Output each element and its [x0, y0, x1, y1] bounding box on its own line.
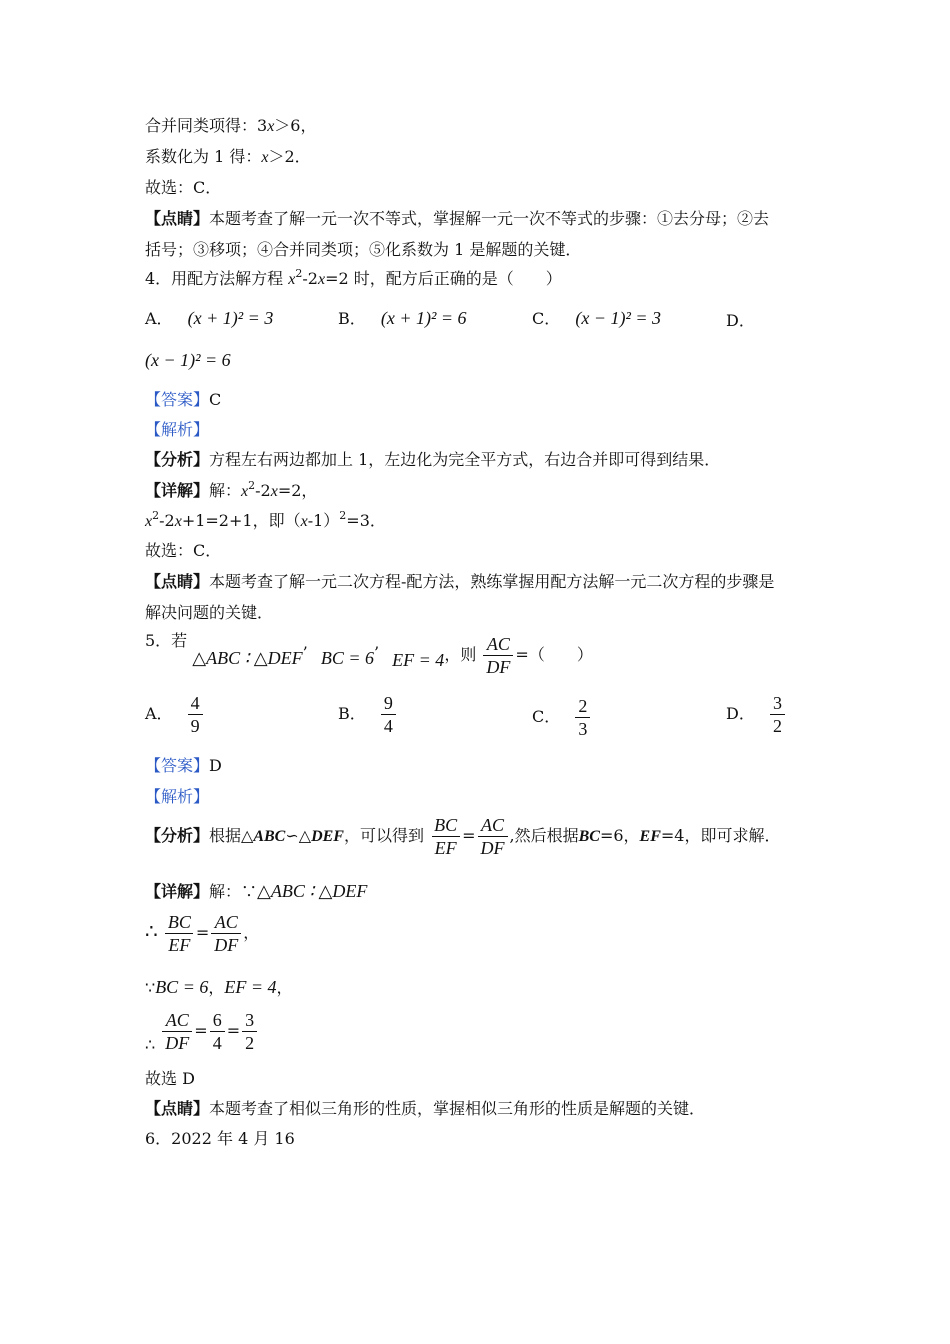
- analysis-tag: 【解析】: [145, 787, 210, 806]
- text: ’: [302, 643, 308, 662]
- text: -2: [302, 269, 318, 288]
- text: =（ ）: [515, 645, 593, 664]
- therefore-symbol: ∴: [145, 919, 158, 943]
- variable: x: [288, 271, 296, 288]
- text: ，可以得到: [343, 826, 424, 845]
- text-line: [145, 146, 311, 169]
- text: ＞6，: [274, 116, 317, 135]
- option-label: D．: [726, 704, 755, 723]
- variable: ABC: [253, 828, 286, 845]
- because-symbol: ∵: [145, 978, 156, 997]
- tag: 【详解】: [145, 882, 210, 901]
- denominator: EF: [165, 933, 193, 955]
- variable: DEF: [311, 828, 344, 845]
- result-step: [145, 1010, 259, 1054]
- equals: =: [462, 826, 476, 845]
- option-c: [532, 306, 661, 329]
- similar-expression: △ABC ∶ △DEF: [257, 881, 368, 901]
- tag: 【点睛】: [145, 572, 210, 591]
- denominator: DF: [162, 1031, 192, 1053]
- text: 4．用配方法解方程: [145, 269, 289, 288]
- xiangjie-line: [145, 880, 367, 903]
- fraction: [770, 693, 785, 736]
- text: 方程左右两边都加上 1，左边化为完全平方式，右边合并即可得到结果．: [209, 450, 721, 469]
- option-label: C．: [532, 309, 561, 328]
- answer-tag: 【答案】: [145, 390, 210, 409]
- dianjing-line: [145, 1098, 705, 1120]
- answer-value: D: [209, 756, 222, 775]
- option-expression: (x + 1)² = 3: [187, 308, 274, 328]
- text: =2，: [277, 481, 318, 500]
- text: =4，即可求解．: [660, 826, 781, 845]
- numerator: AC: [486, 634, 510, 654]
- option-label: B．: [338, 309, 366, 328]
- option-label: C．: [532, 707, 561, 726]
- text: ∽△: [285, 826, 312, 845]
- text: ＞2．: [268, 147, 311, 166]
- text: 5．若: [145, 631, 188, 650]
- variable: x: [300, 513, 308, 530]
- text: -2: [159, 511, 175, 530]
- superscript: 2: [295, 267, 303, 280]
- option-label: A．: [145, 309, 173, 328]
- numerator: BC: [167, 912, 191, 932]
- text: -1）: [307, 511, 340, 530]
- tag: 【点睛】: [145, 1099, 210, 1118]
- option-d-expression: [145, 350, 231, 371]
- fraction: [575, 696, 590, 739]
- denominator: 2: [242, 1031, 257, 1053]
- text: ,然后根据: [509, 826, 579, 845]
- similar-expression: △ABC ∶ △DEF: [192, 648, 303, 668]
- text: ’: [373, 643, 380, 662]
- variable: x: [270, 483, 278, 500]
- text: -2: [255, 481, 271, 500]
- fraction: [381, 693, 396, 736]
- tag: 【分析】: [145, 826, 210, 845]
- tag: 【详解】: [145, 481, 210, 500]
- xiangjie-line: [145, 480, 317, 503]
- numerator: 2: [578, 696, 588, 716]
- variable: x: [241, 483, 249, 500]
- text-line: 故选：C．: [145, 178, 222, 197]
- given-values-line: [145, 976, 293, 999]
- numerator: AC: [480, 815, 504, 835]
- text: ，: [243, 923, 260, 942]
- option-label: D．: [726, 311, 755, 330]
- superscript: 2: [248, 479, 256, 492]
- text: =2 时，配方后正确的是（ ）: [325, 269, 562, 288]
- math-expression: BC = 6: [155, 977, 209, 997]
- fraction: [188, 693, 203, 736]
- proportion-step: [145, 912, 259, 955]
- option-expression: (x − 1)² = 6: [145, 350, 231, 370]
- option-expression: (x − 1)² = 3: [575, 308, 662, 328]
- numerator: 6: [212, 1010, 222, 1030]
- denominator: EF: [432, 836, 460, 858]
- numerator: 3: [245, 1010, 255, 1030]
- numerator: BC: [434, 815, 458, 835]
- text: 系数化为 1 得：: [145, 147, 262, 166]
- option-expression: (x + 1)² = 6: [380, 308, 467, 328]
- fraction: [242, 1010, 257, 1053]
- option-label: B．: [338, 704, 366, 723]
- math-expression: EF = 4: [392, 650, 445, 670]
- tag: 【分析】: [145, 450, 210, 469]
- text: 本题考查了相似三角形的性质，掌握相似三角形的性质是解题的关键．: [209, 1099, 706, 1118]
- analysis-tag: 【解析】: [145, 420, 210, 439]
- text-line: 解决问题的关键．: [145, 603, 274, 622]
- text: 根据△: [209, 826, 254, 845]
- step-line: [145, 510, 386, 533]
- fraction: [211, 912, 241, 955]
- question-6-stem: 6．2022 年 4 月 16: [145, 1129, 295, 1148]
- variable: EF: [639, 828, 661, 845]
- equals: =: [195, 923, 210, 942]
- text: ，则: [444, 645, 477, 664]
- option-label: A．: [145, 704, 173, 723]
- denominator: 4: [210, 1031, 225, 1053]
- text: ，: [208, 978, 225, 997]
- fraction: [165, 912, 194, 955]
- denominator: 3: [575, 717, 590, 739]
- superscript: 2: [339, 509, 347, 522]
- denominator: 9: [188, 714, 203, 736]
- dianjing-line: [145, 571, 774, 593]
- fraction: [162, 1010, 192, 1053]
- answer-value: C: [209, 390, 222, 409]
- option-a: [145, 306, 273, 329]
- text: =6，: [599, 826, 640, 845]
- superscript: 2: [152, 509, 160, 522]
- question-5-stem: [145, 628, 593, 677]
- question-4-stem: [145, 268, 562, 291]
- text: ，: [276, 978, 293, 997]
- denominator: DF: [483, 655, 513, 677]
- text: 解：∵: [209, 882, 258, 901]
- text-line: 故选 D: [145, 1069, 195, 1088]
- denominator: DF: [478, 836, 508, 858]
- answer-line: [145, 389, 221, 411]
- variable: x: [174, 513, 182, 530]
- math-expression: EF = 4: [224, 977, 277, 997]
- fraction: [478, 815, 508, 858]
- numerator: 4: [190, 693, 200, 713]
- answer-tag: 【答案】: [145, 756, 210, 775]
- text: 合并同类项得：3: [145, 116, 268, 135]
- text: 解：: [209, 481, 242, 500]
- fenxi-line: [145, 815, 780, 858]
- denominator: 4: [381, 714, 396, 736]
- equals: =: [226, 1021, 241, 1040]
- option-b: [338, 306, 467, 329]
- text: 本题考查了解一元一次不等式，掌握解一元一次不等式的步骤：①去分母；②去: [209, 209, 770, 228]
- variable: x: [145, 513, 153, 530]
- numerator: AC: [165, 1010, 189, 1030]
- therefore-symbol: ∴: [145, 1035, 156, 1054]
- text: +1=2+1，即（: [181, 511, 301, 530]
- numerator: 3: [772, 693, 782, 713]
- text-line: 括号；③移项；④合并同类项；⑤化系数为 1 是解题的关键．: [145, 240, 582, 259]
- equals: =: [194, 1021, 208, 1040]
- tag: 【点睛】: [145, 209, 210, 228]
- dianjing-line: [145, 208, 769, 230]
- option-c: [532, 696, 592, 739]
- option-a: [145, 693, 205, 736]
- fraction: [210, 1010, 225, 1053]
- denominator: DF: [211, 933, 241, 955]
- variable: x: [261, 149, 269, 166]
- option-d: [726, 693, 787, 736]
- option-b: [338, 693, 398, 736]
- fenxi-line: [145, 449, 720, 471]
- variable: x: [317, 271, 326, 288]
- numerator: AC: [214, 912, 238, 932]
- variable: x: [267, 118, 275, 135]
- option-d: [726, 308, 755, 331]
- text-line: [145, 115, 316, 138]
- denominator: 2: [770, 714, 785, 736]
- math-expression: BC = 6: [320, 648, 374, 668]
- text: 本题考查了解一元二次方程-配方法，熟练掌握用配方法解一元二次方程的步骤是: [209, 572, 775, 591]
- text-line: 故选：C．: [145, 541, 222, 560]
- fraction: [431, 815, 460, 858]
- numerator: 9: [383, 693, 393, 713]
- variable: BC: [578, 828, 600, 845]
- text: =3．: [346, 511, 386, 530]
- answer-line: [145, 755, 222, 777]
- fraction: [483, 634, 513, 677]
